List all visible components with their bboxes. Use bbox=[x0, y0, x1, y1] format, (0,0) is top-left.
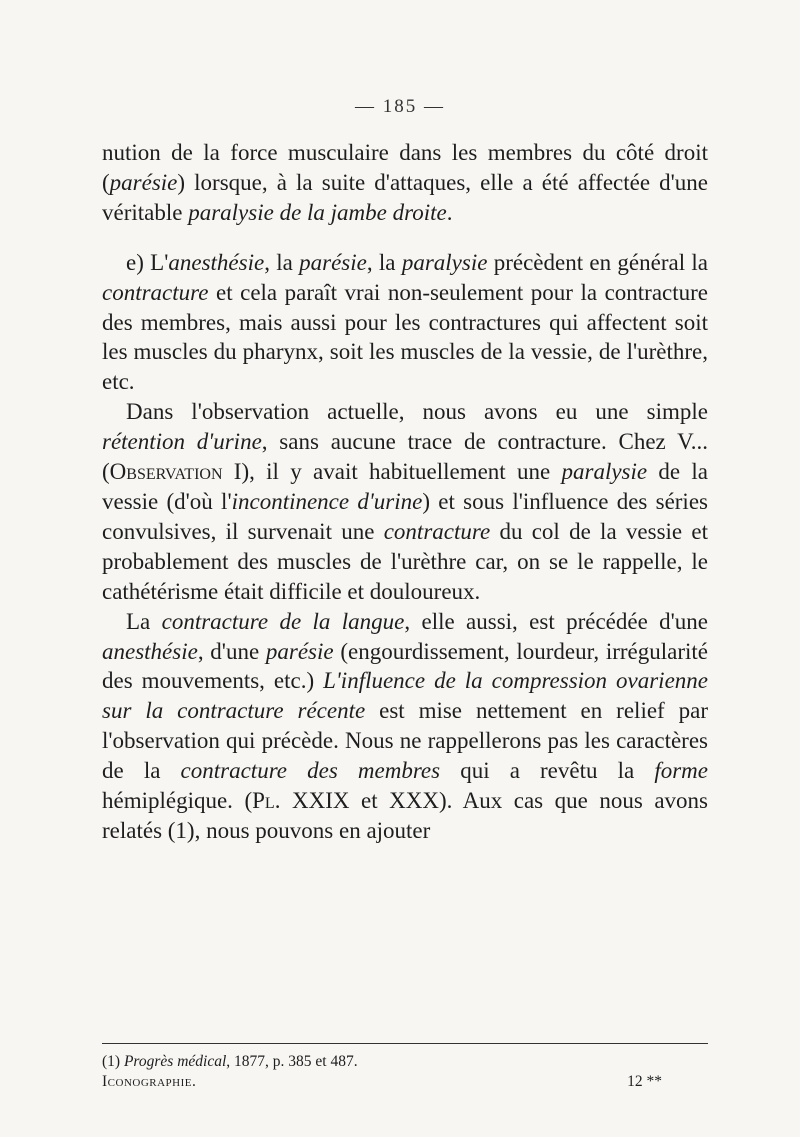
text-run: est mise nettement en relief par l'observation qui précède. Nous ne rappellerons pas les caractères de la bbox=[102, 698, 708, 784]
text-run: précèdent en général la bbox=[487, 249, 708, 275]
text-run: I), il y avait habituellement une bbox=[222, 459, 562, 485]
body-text bbox=[102, 138, 708, 846]
small-caps-term: Observation bbox=[109, 459, 223, 485]
italic-term: anesthésie bbox=[168, 249, 265, 275]
text-run: e) L' bbox=[126, 249, 169, 275]
italic-term: contracture des membres bbox=[180, 758, 441, 784]
page-number: — 185 — bbox=[355, 96, 445, 117]
footnote-details: , 1877, p. 385 et 487. bbox=[226, 1053, 358, 1070]
paragraph-gap bbox=[102, 228, 708, 248]
text-run: , sans aucune trace de contracture. Chez V... ( bbox=[102, 429, 708, 485]
italic-term: parésie bbox=[265, 638, 334, 664]
text-run: XXIX et XXX). Aux cas que nous avons relatés (1), nous pouvons en ajouter bbox=[102, 788, 708, 843]
footnote-citation bbox=[102, 1052, 708, 1072]
text-run: La bbox=[126, 608, 162, 634]
italic-term: contracture de la langue bbox=[161, 608, 405, 634]
paragraph bbox=[102, 607, 708, 846]
text-run: , elle aussi, est précédée d'une bbox=[404, 608, 708, 634]
small-caps-term: Pl. bbox=[252, 788, 281, 814]
printer-signature: Iconographie. bbox=[102, 1073, 197, 1090]
text-run: du col de la vessie et probablement des muscles de l'urèthre car, on se le rappelle, le cathétérisme était difficile et douloureux. bbox=[102, 518, 708, 604]
paragraph bbox=[102, 248, 708, 398]
italic-term: forme bbox=[654, 758, 708, 784]
italic-term: paralysie de la jambe droite bbox=[188, 199, 447, 225]
signature-line bbox=[102, 1072, 708, 1092]
paragraph bbox=[102, 397, 708, 606]
footnote-divider bbox=[102, 1043, 708, 1044]
text-run: qui a revêtu la bbox=[440, 758, 655, 784]
text-run: , d'une bbox=[197, 638, 266, 664]
text-run: (engourdissement, lourdeur, irrégularité des mouvements, etc.) bbox=[102, 638, 708, 694]
text-run: nution de la force musculaire dans les membres du côté droit ( bbox=[102, 140, 708, 195]
footnote bbox=[102, 1052, 708, 1092]
italic-term: anesthésie bbox=[102, 638, 198, 664]
italic-term: incontinence d'urine bbox=[231, 488, 423, 514]
italic-term: parésie bbox=[299, 249, 367, 275]
italic-term: contracture bbox=[383, 518, 491, 544]
italic-term: parésie bbox=[109, 169, 178, 195]
footnote-source: Progrès médical bbox=[123, 1053, 227, 1070]
sheet-signature: 12 ** bbox=[627, 1073, 662, 1090]
italic-term: L'influence de la compression ovarienne sur la contracture récente bbox=[102, 668, 708, 724]
text-run: de la vessie (d'où l' bbox=[102, 459, 708, 514]
text-run: . bbox=[446, 199, 453, 225]
text-run: hémiplégique. ( bbox=[102, 788, 253, 814]
text-run: ) et sous l'influence des séries convulsives, il survenait une bbox=[102, 488, 708, 544]
italic-term: paralysie bbox=[401, 249, 488, 275]
footnote-marker: (1) bbox=[102, 1053, 124, 1070]
italic-term: paralysie bbox=[561, 459, 648, 485]
text-run: et cela paraît vrai non-seulement pour la contracture des membres, mais aussi pour les contractures qui affectent soit les muscles du pharynx, soit les muscles de la vessie, de l'urèthre, etc. bbox=[102, 279, 708, 395]
text-run: , la bbox=[366, 249, 402, 275]
text-run: Dans l'observation actuelle, nous avons eu une simple bbox=[126, 399, 708, 425]
text-run: , la bbox=[264, 249, 300, 275]
italic-term: rétention d'urine bbox=[102, 429, 262, 455]
paragraph bbox=[102, 138, 708, 228]
text-run: ) lorsque, à la suite d'attaques, elle a été affectée d'une véritable bbox=[102, 169, 708, 225]
italic-term: contracture bbox=[102, 279, 209, 305]
